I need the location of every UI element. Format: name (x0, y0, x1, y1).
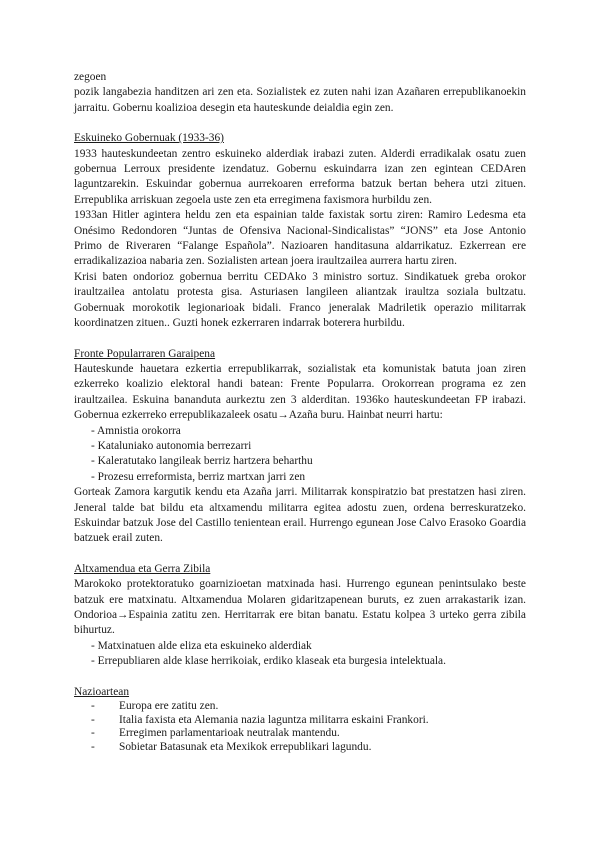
list-item: - Kataluniako autonomia berrezarri (91, 439, 252, 452)
list-item-text: Europa ere zatitu zen. (119, 700, 219, 713)
list-item-text: Italia faxista eta Alemania nazia laguntza militarra eskaini Frankori. (119, 713, 429, 726)
international-list (91, 700, 526, 754)
paragraph: 1933 hauteskundeetan zentro eskuineko alderdiak irabazi zuten. Alderdi erradikalak osatu zuen gobernua Lerroux presidente izendatuz. Gobernu eskuindarra izan zen egintean CEDAren laguntzarekin. Eskuindar gobernua aurrekoaren erreforma batzuk bertan behera utzi zituen. Errepublika arriskuan zegoela uste zen eta erregimena faxismora hurbildu zen. (74, 147, 526, 206)
list-item (91, 741, 526, 755)
dash-bullet: - (91, 713, 95, 726)
list-item (91, 727, 526, 741)
section-title-fronte-popularra: Fronte Popularraren Garaipena (74, 347, 216, 360)
list-item-text: Sobietar Batasunak eta Mexikok errepublikari lagundu. (119, 740, 372, 753)
paragraph: Hauteskunde hauetara ezkertia errepublikarrak, sozialistak eta komunistak batuta joan ziren ezkerreko koalizio elektoral handi batean: Frente Popularra. Orokorrean programa ez zen iraultzailea. Eskuina bananduta aurkeztu zen 3 alderditan. 1936ko hauteskundeetan FP irabazi. Gobernua ezkerreko errepublikazaleek osatu→Azaña buru. Hainbat neurri hartu: (74, 362, 526, 422)
dash-bullet: - (91, 727, 95, 740)
section-title-altxamendua: Altxamendua eta Gerra Zibila (74, 562, 211, 575)
paragraph: Gorteak Zamora kargutik kendu eta Azaña jarri. Militarrak konspiratzio bat prestatzen hasi ziren. Jeneral talde bat bildu eta altxamendu militarra egitea adostu zuen, ordena berreskuratzeko. Eskuindar batzuk Jose del Castillo tenientean erail. Hurrengo egunean Jose Calvo Erasoko Goardia batzuek erail zuten. (74, 486, 527, 545)
section-title-nazioartean: Nazioartean (74, 685, 130, 698)
list-item: - Amnistia orokorra (91, 424, 181, 437)
list-item: - Prozesu erreformista, berriz martxan jarri zen (91, 470, 306, 483)
list-item: - Kaleratutako langileak berriz hartzera beharthu (91, 455, 313, 468)
paragraph: Marokoko protektoratuko goarnizioetan matxinada hasi. Hurrengo egunean penintsulako beste batzuk ere matxinatu. Altxamendua Molaren gidaritzapenean buruts, ez zuen arrakastarik izan. Ondorioa→Espainia zatitu zen. Herritarrak ere bitan banatu. Estatu kolpea 3 urteko gerra zibila bihurtuz. (74, 578, 526, 637)
list-item-text: Erregimen parlamentarioak neutralak mantendu. (119, 727, 340, 740)
paragraph: Krisi baten ondorioz gobernua berritu CEDAko 3 ministro sortuz. Sindikatuek greba orokor iraultzailea antolatu protesta gisa. Asturiasen langileen aliantzak iraultza soziala bultzatu. Gobernuak morokotik legionarioak bidali. Franco jeneralak Madriletik operazio militarrak koordinatzen zituen.. Guzti honek ezkerraren indarrak boterera hurbildu. (74, 270, 526, 330)
intro-paragraph: pozik langabezia handitzen ari zen eta. Sozialistek ez zuten nahi izan Azañaren errepublikanoekin jarraitu. Gobernu koalizioa desegin eta hauteskunde deialdia egin zen. (74, 86, 526, 114)
intro-line: zegoen (74, 71, 107, 83)
list-item (91, 714, 526, 728)
paragraph: 1933an Hitler agintera heldu zen eta espainian talde faxistak sortu ziren: Ramiro Ledesma eta Onésimo Redondoren “Juntas de Ofensiva Nacional-Sindicalistas” “JONS” eta Jose Antonio Primo de Riveraren “Falange Española”. Nazioaren handitasuna aldarrikatuz. Ezkerrean ere erradikalizazioa nabaria zen. Sozialisten artean joera iraultzailea aurrera hartu ziren. (74, 209, 526, 268)
sides-list (74, 639, 526, 670)
measures-list (74, 424, 526, 486)
section-title-eskuineko: Eskuineko Gobernuak (1933-36) (74, 132, 224, 145)
list-item (91, 700, 526, 714)
list-item: - Errepubliaren alde klase herrikoiak, erdiko klaseak eta burgesia intelektuala. (91, 655, 446, 668)
dash-bullet: - (91, 740, 95, 753)
list-item: - Matxinatuen alde eliza eta eskuineko alderdiak (91, 639, 312, 652)
dash-bullet: - (91, 700, 95, 713)
document-page (74, 70, 526, 754)
